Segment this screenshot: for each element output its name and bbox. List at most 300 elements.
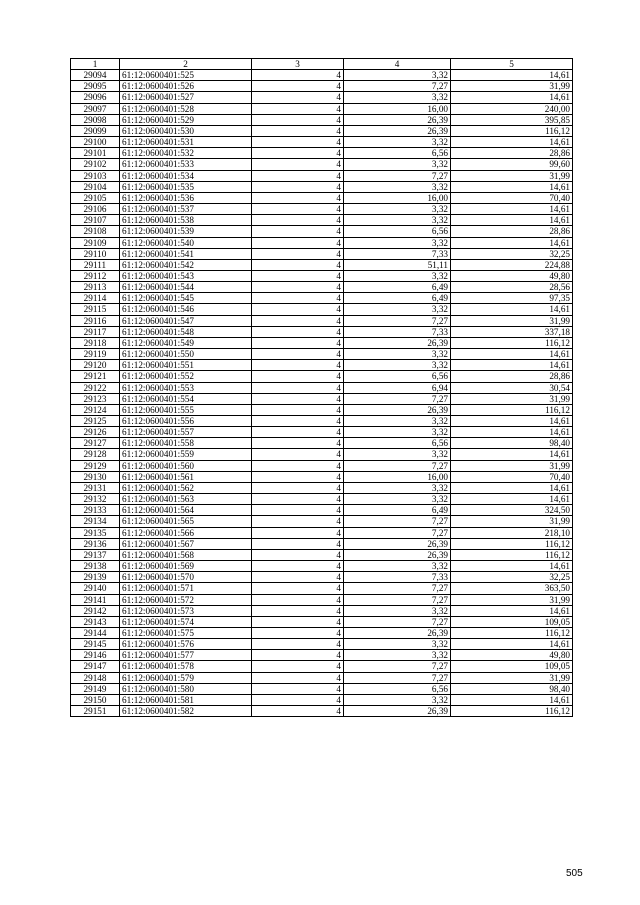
- table-row: [71, 639, 573, 650]
- col4-cell: 6,56: [344, 371, 451, 382]
- table-row: [71, 192, 573, 203]
- cadastral-number-cell: 61:12:0600401:551: [120, 360, 252, 371]
- table-row: [71, 404, 573, 415]
- row-number-cell: 29139: [71, 572, 120, 583]
- col4-cell: 26,39: [344, 549, 451, 560]
- cadastral-number-cell: 61:12:0600401:531: [120, 137, 252, 148]
- col3-cell: 4: [252, 349, 344, 360]
- table-row: [71, 572, 573, 583]
- col4-cell: 7,27: [344, 460, 451, 471]
- col3-cell: 4: [252, 494, 344, 505]
- col3-cell: 4: [252, 371, 344, 382]
- col3-cell: 4: [252, 683, 344, 694]
- cadastral-number-cell: 61:12:0600401:546: [120, 304, 252, 315]
- row-number-cell: 29109: [71, 237, 120, 248]
- col3-cell: 4: [252, 471, 344, 482]
- col3-cell: 4: [252, 404, 344, 415]
- table-row: [71, 494, 573, 505]
- col5-cell: 14,61: [451, 204, 573, 215]
- table-row: [71, 237, 573, 248]
- column-header-2: 2: [120, 59, 252, 70]
- col4-cell: 3,32: [344, 494, 451, 505]
- row-number-cell: 29147: [71, 661, 120, 672]
- col3-cell: 4: [252, 259, 344, 270]
- table-body: [71, 59, 573, 717]
- table-row: [71, 650, 573, 661]
- cadastral-number-cell: 61:12:0600401:538: [120, 215, 252, 226]
- col4-cell: 3,32: [344, 304, 451, 315]
- table-row: [71, 360, 573, 371]
- col4-cell: 6,49: [344, 505, 451, 516]
- row-number-cell: 29118: [71, 337, 120, 348]
- col4-cell: 3,32: [344, 349, 451, 360]
- cadastral-number-cell: 61:12:0600401:564: [120, 505, 252, 516]
- col4-cell: 51,11: [344, 259, 451, 270]
- row-number-cell: 29105: [71, 192, 120, 203]
- table-row: [71, 661, 573, 672]
- cadastral-number-cell: 61:12:0600401:561: [120, 471, 252, 482]
- col4-cell: 6,56: [344, 438, 451, 449]
- col4-cell: 7,27: [344, 616, 451, 627]
- table-row: [71, 226, 573, 237]
- col3-cell: 4: [252, 605, 344, 616]
- col3-cell: 4: [252, 639, 344, 650]
- row-number-cell: 29136: [71, 538, 120, 549]
- table-row: [71, 315, 573, 326]
- col3-cell: 4: [252, 538, 344, 549]
- col3-cell: 4: [252, 293, 344, 304]
- col3-cell: 4: [252, 594, 344, 605]
- row-number-cell: 29148: [71, 672, 120, 683]
- col5-cell: 14,61: [451, 561, 573, 572]
- col3-cell: 4: [252, 192, 344, 203]
- table-row: [71, 349, 573, 360]
- col4-cell: 26,39: [344, 125, 451, 136]
- col5-cell: 14,61: [451, 427, 573, 438]
- row-number-cell: 29121: [71, 371, 120, 382]
- col4-cell: 3,32: [344, 416, 451, 427]
- table-row: [71, 605, 573, 616]
- col3-cell: 4: [252, 226, 344, 237]
- col3-cell: 4: [252, 92, 344, 103]
- col3-cell: 4: [252, 103, 344, 114]
- cadastral-number-cell: 61:12:0600401:573: [120, 605, 252, 616]
- col5-cell: 99,60: [451, 159, 573, 170]
- cadastral-number-cell: 61:12:0600401:578: [120, 661, 252, 672]
- cadastral-number-cell: 61:12:0600401:569: [120, 561, 252, 572]
- col3-cell: 4: [252, 270, 344, 281]
- col5-cell: 116,12: [451, 125, 573, 136]
- col5-cell: 14,61: [451, 416, 573, 427]
- row-number-cell: 29096: [71, 92, 120, 103]
- cadastral-number-cell: 61:12:0600401:579: [120, 672, 252, 683]
- col4-cell: 26,39: [344, 404, 451, 415]
- col5-cell: 324,50: [451, 505, 573, 516]
- table-row: [71, 527, 573, 538]
- col5-cell: 31,99: [451, 315, 573, 326]
- col5-cell: 31,99: [451, 460, 573, 471]
- cadastral-number-cell: 61:12:0600401:566: [120, 527, 252, 538]
- col4-cell: 6,56: [344, 148, 451, 159]
- col4-cell: 7,33: [344, 572, 451, 583]
- col4-cell: 7,33: [344, 326, 451, 337]
- col5-cell: 32,25: [451, 248, 573, 259]
- table-row: [71, 137, 573, 148]
- col3-cell: 4: [252, 282, 344, 293]
- col3-cell: 4: [252, 505, 344, 516]
- col3-cell: 4: [252, 549, 344, 560]
- col5-cell: 32,25: [451, 572, 573, 583]
- row-number-cell: 29138: [71, 561, 120, 572]
- row-number-cell: 29120: [71, 360, 120, 371]
- col3-cell: 4: [252, 248, 344, 259]
- col5-cell: 97,35: [451, 293, 573, 304]
- row-number-cell: 29102: [71, 159, 120, 170]
- col3-cell: 4: [252, 148, 344, 159]
- row-number-cell: 29114: [71, 293, 120, 304]
- row-number-cell: 29128: [71, 449, 120, 460]
- col5-cell: 14,61: [451, 137, 573, 148]
- col4-cell: 3,32: [344, 237, 451, 248]
- cadastral-number-cell: 61:12:0600401:543: [120, 270, 252, 281]
- col3-cell: 4: [252, 561, 344, 572]
- cadastral-number-cell: 61:12:0600401:553: [120, 382, 252, 393]
- page-number: 505: [566, 868, 583, 879]
- col4-cell: 3,32: [344, 482, 451, 493]
- col3-cell: 4: [252, 125, 344, 136]
- table-row: [71, 215, 573, 226]
- col3-cell: 4: [252, 159, 344, 170]
- row-number-cell: 29133: [71, 505, 120, 516]
- row-number-cell: 29119: [71, 349, 120, 360]
- cadastral-number-cell: 61:12:0600401:544: [120, 282, 252, 293]
- row-number-cell: 29143: [71, 616, 120, 627]
- col5-cell: 49,80: [451, 650, 573, 661]
- cadastral-number-cell: 61:12:0600401:565: [120, 516, 252, 527]
- cadastral-number-cell: 61:12:0600401:557: [120, 427, 252, 438]
- col5-cell: 98,40: [451, 438, 573, 449]
- col4-cell: 7,27: [344, 81, 451, 92]
- table-row: [71, 460, 573, 471]
- col4-cell: 7,27: [344, 315, 451, 326]
- cadastral-number-cell: 61:12:0600401:558: [120, 438, 252, 449]
- table-row: [71, 114, 573, 125]
- row-number-cell: 29135: [71, 527, 120, 538]
- col4-cell: 6,56: [344, 683, 451, 694]
- row-number-cell: 29100: [71, 137, 120, 148]
- table-row: [71, 706, 573, 717]
- col3-cell: 4: [252, 70, 344, 81]
- col5-cell: 31,99: [451, 170, 573, 181]
- col4-cell: 3,32: [344, 215, 451, 226]
- row-number-cell: 29127: [71, 438, 120, 449]
- cadastral-number-cell: 61:12:0600401:571: [120, 583, 252, 594]
- table-row: [71, 270, 573, 281]
- col4-cell: 3,32: [344, 639, 451, 650]
- row-number-cell: 29115: [71, 304, 120, 315]
- col4-cell: 3,32: [344, 159, 451, 170]
- cadastral-number-cell: 61:12:0600401:572: [120, 594, 252, 605]
- table-row: [71, 337, 573, 348]
- row-number-cell: 29108: [71, 226, 120, 237]
- table-row: [71, 181, 573, 192]
- col4-cell: 6,56: [344, 226, 451, 237]
- col5-cell: 14,61: [451, 349, 573, 360]
- row-number-cell: 29126: [71, 427, 120, 438]
- col5-cell: 363,50: [451, 583, 573, 594]
- cadastral-number-cell: 61:12:0600401:547: [120, 315, 252, 326]
- cadastral-number-cell: 61:12:0600401:534: [120, 170, 252, 181]
- cadastral-number-cell: 61:12:0600401:532: [120, 148, 252, 159]
- col4-cell: 3,32: [344, 204, 451, 215]
- col4-cell: 26,39: [344, 337, 451, 348]
- table-row: [71, 594, 573, 605]
- table-row: [71, 371, 573, 382]
- col4-cell: 7,27: [344, 583, 451, 594]
- row-number-cell: 29124: [71, 404, 120, 415]
- col4-cell: 7,27: [344, 594, 451, 605]
- cadastral-number-cell: 61:12:0600401:545: [120, 293, 252, 304]
- column-header-5: 5: [451, 59, 573, 70]
- col5-cell: 98,40: [451, 683, 573, 694]
- cadastral-number-cell: 61:12:0600401:530: [120, 125, 252, 136]
- col3-cell: 4: [252, 326, 344, 337]
- table-row: [71, 148, 573, 159]
- cadastral-number-cell: 61:12:0600401:541: [120, 248, 252, 259]
- col5-cell: 14,61: [451, 639, 573, 650]
- col3-cell: 4: [252, 661, 344, 672]
- col4-cell: 3,32: [344, 360, 451, 371]
- col3-cell: 4: [252, 204, 344, 215]
- col4-cell: 6,94: [344, 382, 451, 393]
- table-row: [71, 516, 573, 527]
- row-number-cell: 29112: [71, 270, 120, 281]
- cadastral-number-cell: 61:12:0600401:535: [120, 181, 252, 192]
- col5-cell: 70,40: [451, 471, 573, 482]
- row-number-cell: 29129: [71, 460, 120, 471]
- cadastral-number-cell: 61:12:0600401:582: [120, 706, 252, 717]
- cadastral-number-cell: 61:12:0600401:548: [120, 326, 252, 337]
- row-number-cell: 29095: [71, 81, 120, 92]
- col5-cell: 28,86: [451, 148, 573, 159]
- col5-cell: 14,61: [451, 482, 573, 493]
- row-number-cell: 29144: [71, 627, 120, 638]
- col3-cell: 4: [252, 616, 344, 627]
- cadastral-number-cell: 61:12:0600401:559: [120, 449, 252, 460]
- cadastral-number-cell: 61:12:0600401:580: [120, 683, 252, 694]
- table-row: [71, 382, 573, 393]
- row-number-cell: 29134: [71, 516, 120, 527]
- col4-cell: 26,39: [344, 538, 451, 549]
- table-row: [71, 561, 573, 572]
- col5-cell: 14,61: [451, 360, 573, 371]
- col4-cell: 3,32: [344, 270, 451, 281]
- col4-cell: 3,32: [344, 137, 451, 148]
- col5-cell: 116,12: [451, 337, 573, 348]
- cadastral-number-cell: 61:12:0600401:570: [120, 572, 252, 583]
- cadastral-number-cell: 61:12:0600401:537: [120, 204, 252, 215]
- col4-cell: 7,27: [344, 170, 451, 181]
- col5-cell: 28,86: [451, 226, 573, 237]
- col4-cell: 16,00: [344, 471, 451, 482]
- col3-cell: 4: [252, 304, 344, 315]
- table-row: [71, 538, 573, 549]
- column-header-1: 1: [71, 59, 120, 70]
- cadastral-number-cell: 61:12:0600401:568: [120, 549, 252, 560]
- cadastral-number-cell: 61:12:0600401:556: [120, 416, 252, 427]
- col4-cell: 26,39: [344, 706, 451, 717]
- col4-cell: 26,39: [344, 627, 451, 638]
- row-number-cell: 29132: [71, 494, 120, 505]
- col3-cell: 4: [252, 482, 344, 493]
- col3-cell: 4: [252, 583, 344, 594]
- table-row: [71, 326, 573, 337]
- col4-cell: 3,32: [344, 181, 451, 192]
- col3-cell: 4: [252, 81, 344, 92]
- col3-cell: 4: [252, 427, 344, 438]
- table-row: [71, 170, 573, 181]
- col4-cell: 7,27: [344, 516, 451, 527]
- col4-cell: 16,00: [344, 103, 451, 114]
- row-number-cell: 29094: [71, 70, 120, 81]
- table-row: [71, 70, 573, 81]
- cadastral-number-cell: 61:12:0600401:525: [120, 70, 252, 81]
- col3-cell: 4: [252, 572, 344, 583]
- cadastral-number-cell: 61:12:0600401:552: [120, 371, 252, 382]
- cadastral-number-cell: 61:12:0600401:574: [120, 616, 252, 627]
- col5-cell: 14,61: [451, 181, 573, 192]
- col3-cell: 4: [252, 449, 344, 460]
- row-number-cell: 29141: [71, 594, 120, 605]
- row-number-cell: 29098: [71, 114, 120, 125]
- cadastral-number-cell: 61:12:0600401:576: [120, 639, 252, 650]
- row-number-cell: 29146: [71, 650, 120, 661]
- col5-cell: 14,61: [451, 605, 573, 616]
- col3-cell: 4: [252, 516, 344, 527]
- row-number-cell: 29111: [71, 259, 120, 270]
- table-row: [71, 125, 573, 136]
- table-row: [71, 81, 573, 92]
- col4-cell: 3,32: [344, 650, 451, 661]
- col5-cell: 109,05: [451, 616, 573, 627]
- table-row: [71, 304, 573, 315]
- row-number-cell: 29149: [71, 683, 120, 694]
- col3-cell: 4: [252, 382, 344, 393]
- cadastral-number-cell: 61:12:0600401:563: [120, 494, 252, 505]
- table-row: [71, 393, 573, 404]
- col5-cell: 240,00: [451, 103, 573, 114]
- row-number-cell: 29122: [71, 382, 120, 393]
- row-number-cell: 29151: [71, 706, 120, 717]
- cadastral-number-cell: 61:12:0600401:575: [120, 627, 252, 638]
- row-number-cell: 29103: [71, 170, 120, 181]
- cadastral-number-cell: 61:12:0600401:528: [120, 103, 252, 114]
- col4-cell: 3,32: [344, 561, 451, 572]
- col4-cell: 3,32: [344, 605, 451, 616]
- cadastral-number-cell: 61:12:0600401:526: [120, 81, 252, 92]
- row-number-cell: 29117: [71, 326, 120, 337]
- col5-cell: 30,54: [451, 382, 573, 393]
- row-number-cell: 29097: [71, 103, 120, 114]
- col5-cell: 14,61: [451, 92, 573, 103]
- col4-cell: 26,39: [344, 114, 451, 125]
- col3-cell: 4: [252, 627, 344, 638]
- row-number-cell: 29145: [71, 639, 120, 650]
- col5-cell: 14,61: [451, 70, 573, 81]
- col5-cell: 109,05: [451, 661, 573, 672]
- table-row: [71, 282, 573, 293]
- cadastral-number-cell: 61:12:0600401:533: [120, 159, 252, 170]
- col5-cell: 116,12: [451, 627, 573, 638]
- row-number-cell: 29113: [71, 282, 120, 293]
- row-number-cell: 29107: [71, 215, 120, 226]
- table-row: [71, 672, 573, 683]
- col3-cell: 4: [252, 337, 344, 348]
- col5-cell: 395,85: [451, 114, 573, 125]
- col3-cell: 4: [252, 527, 344, 538]
- col4-cell: 6,49: [344, 282, 451, 293]
- table-row: [71, 204, 573, 215]
- table-row: [71, 416, 573, 427]
- cadastral-number-cell: 61:12:0600401:536: [120, 192, 252, 203]
- row-number-cell: 29137: [71, 549, 120, 560]
- table-row: [71, 471, 573, 482]
- col4-cell: 3,32: [344, 694, 451, 705]
- cadastral-number-cell: 61:12:0600401:540: [120, 237, 252, 248]
- col4-cell: 3,32: [344, 70, 451, 81]
- row-number-cell: 29142: [71, 605, 120, 616]
- table-row: [71, 583, 573, 594]
- col4-cell: 6,49: [344, 293, 451, 304]
- cadastral-number-cell: 61:12:0600401:549: [120, 337, 252, 348]
- column-header-4: 4: [344, 59, 451, 70]
- cadastral-number-cell: 61:12:0600401:542: [120, 259, 252, 270]
- col3-cell: 4: [252, 237, 344, 248]
- table-row: [71, 683, 573, 694]
- col5-cell: 14,61: [451, 494, 573, 505]
- col5-cell: 116,12: [451, 549, 573, 560]
- col3-cell: 4: [252, 706, 344, 717]
- col5-cell: 14,61: [451, 304, 573, 315]
- cadastral-number-cell: 61:12:0600401:567: [120, 538, 252, 549]
- cadastral-number-cell: 61:12:0600401:554: [120, 393, 252, 404]
- table-header-row: [71, 59, 573, 70]
- col4-cell: 7,27: [344, 661, 451, 672]
- col3-cell: 4: [252, 650, 344, 661]
- col5-cell: 31,99: [451, 516, 573, 527]
- table-row: [71, 482, 573, 493]
- col3-cell: 4: [252, 438, 344, 449]
- col5-cell: 337,18: [451, 326, 573, 337]
- table-row: [71, 438, 573, 449]
- cadastral-number-cell: 61:12:0600401:527: [120, 92, 252, 103]
- col5-cell: 218,10: [451, 527, 573, 538]
- table-row: [71, 293, 573, 304]
- col4-cell: 7,27: [344, 672, 451, 683]
- data-table: [70, 58, 573, 717]
- column-header-3: 3: [252, 59, 344, 70]
- col3-cell: 4: [252, 694, 344, 705]
- col5-cell: 31,99: [451, 594, 573, 605]
- col5-cell: 116,12: [451, 404, 573, 415]
- col5-cell: 28,56: [451, 282, 573, 293]
- col4-cell: 3,32: [344, 427, 451, 438]
- row-number-cell: 29131: [71, 482, 120, 493]
- col5-cell: 31,99: [451, 393, 573, 404]
- col4-cell: 7,33: [344, 248, 451, 259]
- col5-cell: 14,61: [451, 694, 573, 705]
- col3-cell: 4: [252, 215, 344, 226]
